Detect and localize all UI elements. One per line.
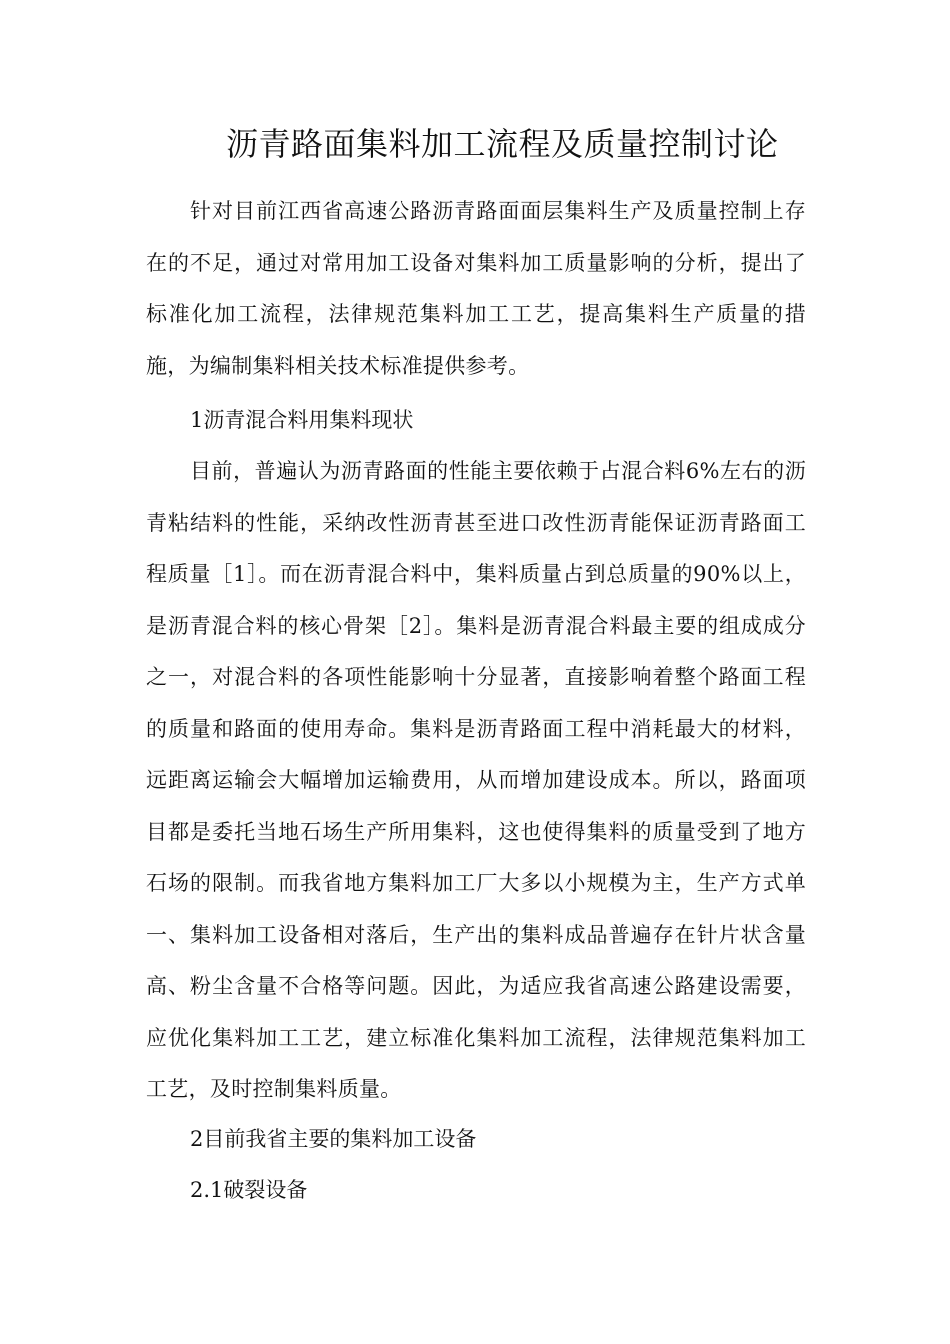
section-1-heading: 1沥青混合料用集料现状 <box>190 408 414 432</box>
section-2-1-heading: 2.1破裂设备 <box>190 1178 308 1202</box>
abstract-paragraph: 针对目前江西省高速公路沥青路面面层集料生产及质量控制上存在的不足，通过对常用加工设备对集料加工质量影响的分析，提出了标准化加工流程，法律规范集料加工工艺，提高集料生产质量的措施，为编制集料相关技术标准提供参考。 <box>146 199 806 378</box>
section-1-paragraph: 目前，普遍认为沥青路面的性能主要依赖于占混合料6%左右的沥青粘结料的性能，采纳改性沥青甚至进口改性沥青能保证沥青路面工程质量［1］。而在沥青混合料中，集料质量占到总质量的90%以上，是沥青混合料的核心骨架［2］。集料是沥青混合料最主要的组成成分之一，对混合料的各项性能影响十分显著，直接影响着整个路面工程的质量和路面的使用寿命。集料是沥青路面工程中消耗最大的材料，远距离运输会大幅增加运输费用，从而增加建设成本。所以，路面项目都是委托当地石场生产所用集料，这也使得集料的质量受到了地方石场的限制。而我省地方集料加工厂大多以小规模为主，生产方式单一、集料加工设备相对落后，生产出的集料成品普遍存在针片状含量高、粉尘含量不合格等问题。因此，为适应我省高速公路建设需要，应优化集料加工工艺，建立标准化集料加工流程，法律规范集料加工工艺，及时控制集料质量。 <box>146 459 806 1101</box>
document-title: 沥青路面集料加工流程及质量控制讨论 <box>226 125 779 163</box>
section-2-heading: 2目前我省主要的集料加工设备 <box>190 1127 477 1151</box>
